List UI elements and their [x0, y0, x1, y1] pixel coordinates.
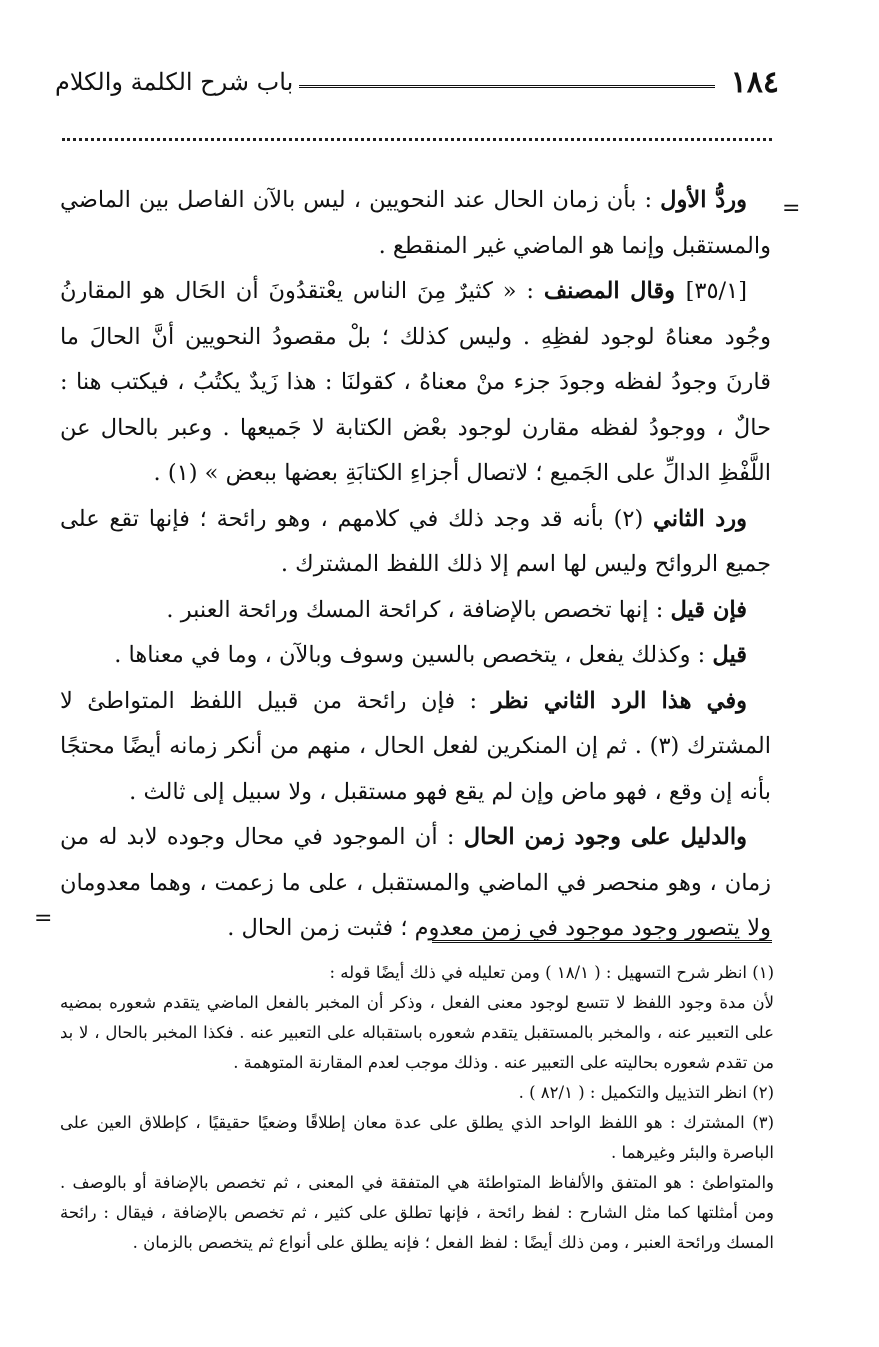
- paragraph-6: [60, 679, 771, 816]
- page-number: ١٨٤: [730, 64, 779, 100]
- footnote-3-continued: والمتواطئ : هو المتفق والألفاظ المتواطئة هي المتفقة في المعنى ، ثم تخصص بالإضافة أو بالوصف . ومن أمثلتها كما مثل الشارح : لفظ رائحة ، فإنها تطلق على كثير ، ثم تخصص بالإضافة ، فيقال : رائحة المسك ورائحة العنبر ، ومن ذلك أيضًا : لفظ الفعل ؛ فإنه يطلق على أنواع ثم يتخصص بالزمان .: [60, 1173, 774, 1252]
- paragraph-7-text: : أن الموجود في محال وجوده لابد له من زمان ، وهو منحصر في الماضي والمستقبل ، على ما زعمت ، وهما معدومان ولا يتصور وجود موجود في زمن معدوم ؛ فثبت زمن الحال .: [60, 824, 771, 941]
- paragraph-3: [60, 497, 771, 588]
- paragraph-6-lead: وفي هذا الرد الثاني نظر: [491, 687, 747, 714]
- paragraph-7-lead: والدليل على وجود زمن الحال: [463, 824, 747, 850]
- running-head: باب شرح الكلمة والكلام: [55, 68, 294, 96]
- margin-mark-bottom: =: [34, 906, 53, 931]
- paragraph-1-text: : بأن زمان الحال عند النحويين ، ليس بالآن الفاصل بين الماضي والمستقبل وإنما هو الماضي غير المنقطع .: [60, 187, 771, 259]
- paragraph-4-text: : إنها تخصص بالإضافة ، كرائحة المسك ورائحة العنبر .: [166, 596, 671, 623]
- paragraph-1-lead: وردُّ الأول: [660, 187, 747, 213]
- footnote-3: (٣) المشترك : هو اللفظ الواحد الذي يطلق على عدة معان إطلاقًا وضعيًا حقيقيًا ، كإطلاق العين على الباصرة والبئر وغيرهما .: [60, 1113, 774, 1162]
- paragraph-2: [60, 269, 771, 497]
- paragraph-7: [60, 815, 771, 952]
- paragraph-6-text: : فإن رائحة من قبيل اللفظ المتواطئ لا المشترك (٣) . ثم إن المنكرين لفعل الحال ، منهم من أنكر زمانه أيضًا محتجًا بأنه إن وقع ، فهو ماض وإن لم يقع فهو مستقبل ، ولا سبيل إلى ثالث .: [60, 687, 771, 805]
- header-rule: [299, 85, 714, 88]
- paragraph-5-text: : وكذلك يفعل ، يتخصص بالسين وسوف وبالآن ، وما في معناها .: [114, 642, 713, 668]
- footnotes: [60, 958, 774, 1258]
- paragraph-3-lead: ورد الثاني: [653, 505, 748, 532]
- page-header: [55, 62, 779, 102]
- paragraph-2-lead: وقال المصنف: [543, 278, 686, 304]
- paragraph-4-lead: فإن قيل: [670, 596, 747, 623]
- footnote-rule: [432, 940, 772, 947]
- paragraph-5-lead: قيل: [712, 642, 747, 668]
- main-text: [60, 178, 771, 952]
- paragraph-3-text: (٢) بأنه قد وجد ذلك في كلامهم ، وهو رائحة ؛ فإنها تقع على جميع الروائح وليس لها اسم إلا ذلك اللفظ المشترك .: [60, 505, 771, 577]
- footnote-1-continued: لأن مدة وجود اللفظ لا تتسع لوجود معنى الفعل ، وذكر أن المخبر بالفعل الماضي يتقدم شعوره بمضيه على التعبير عنه ، والمخبر بالمستقبل يتقدم شعوره باستقباله على التعبير عنه . فكذا المخبر بالحال ، لا بد من تقدم شعوره بحاليته على التعبير عنه . وذلك موجب لعدم المقارنة المتوهمة .: [60, 993, 774, 1072]
- paragraph-2-text: : « كثيرٌ مِنَ الناس يعْتقدُونَ أن الحَال هو المقارنُ وجُود معناهُ لوجود لفظِهِ . وليس كذلك ؛ بلْ مقصودُ النحويين أنَّ الحالَ ما قارنَ وجودُ لفظه وجودَ جزء منْ معناهُ ، كقولنَا : هذا زَيدٌ يكتُبُ ، فيكتب هنا : حالٌ ، ووجودُ لفظه مقارن لوجود بعْض الكتابة لا جَميعها . وعبر بالحال عن اللَّفْظِ الدالِّ على الجَميع ؛ لاتصال أجزاءِ الكتابَةِ بعضها ببعض » (١) .: [60, 278, 771, 486]
- paragraph-1: [60, 178, 771, 269]
- dotted-separator: [62, 138, 772, 151]
- footnote-1: (١) انظر شرح التسهيل : ( ١٨/١ ) ومن تعليله في ذلك أيضًا قوله :: [329, 963, 774, 982]
- paragraph-5: [60, 633, 771, 679]
- footnote-2: (٢) انظر التذييل والتكميل : ( ٨٢/١ ) .: [518, 1083, 774, 1102]
- margin-mark-top: =: [782, 196, 801, 221]
- paragraph-4: [60, 588, 771, 634]
- paragraph-2-ref: [٣٥/١]: [685, 278, 747, 304]
